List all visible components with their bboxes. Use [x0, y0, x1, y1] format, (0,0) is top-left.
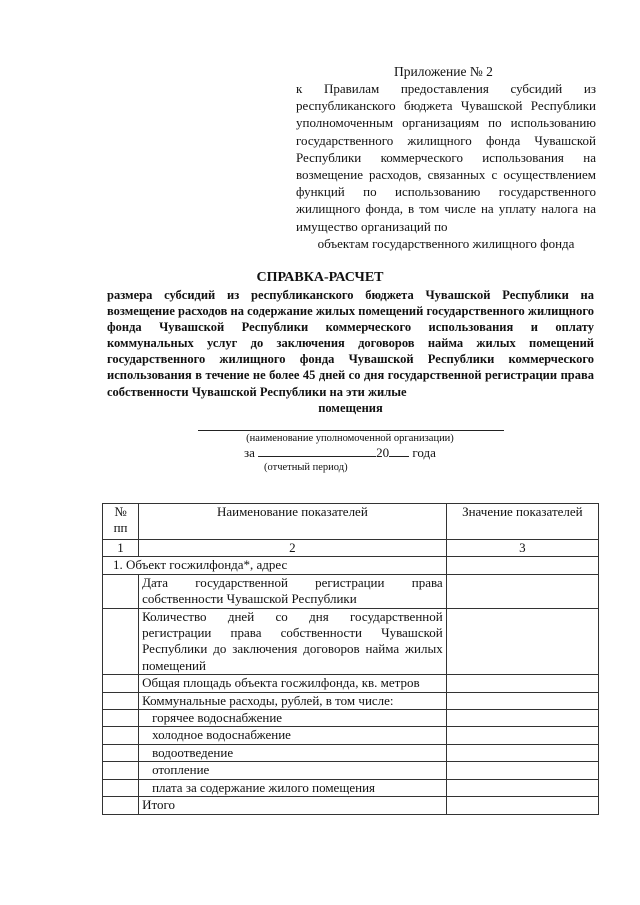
row-label: Дата государственной регистрации права собственности Чувашской Республики [142, 574, 443, 607]
row-label: Общая площадь объекта госжилфонда, кв. метров [142, 675, 420, 691]
value-cell[interactable] [446, 710, 598, 727]
section-row [103, 557, 599, 574]
value-cell[interactable] [446, 692, 598, 709]
row-label: отопление [139, 762, 447, 779]
row-label: водоотведение [139, 744, 447, 761]
period-prefix: за [244, 445, 255, 460]
colnum-3: 3 [446, 540, 598, 557]
appendix-heading: Приложение № 2 [394, 64, 493, 79]
row-label: плата за содержание жилого помещения [139, 779, 447, 796]
total-row [103, 797, 599, 814]
form-title: СПРАВКА-РАСЧЕТ [256, 270, 384, 285]
organization-name-line [198, 430, 504, 431]
table-row [103, 779, 599, 796]
row-label: горячее водоснабжение [139, 710, 447, 727]
organization-caption: (наименование уполномоченной организации) [246, 433, 454, 444]
row-label: холодное водоснабжение [139, 727, 447, 744]
table-row [103, 710, 599, 727]
form-subtitle [107, 287, 594, 416]
table-row [103, 608, 599, 675]
value-cell[interactable] [446, 727, 598, 744]
form-subtitle-main: размера субсидий из республиканского бюджета Чувашской Республики на возмещение расходов на содержание жилых помещений государственного жилищного фонда Чувашской Республики коммерческого использования и оплату коммунальных услуг до заключения договоров найма жилых помещений государственного жилищного фонда Чувашской Республики коммерческого использования в течение не более 45 дней со дня государственной регистрации права собственности Чувашской Республики на эти жилые [107, 288, 594, 399]
table-row [103, 727, 599, 744]
table-row [103, 675, 599, 692]
value-cell[interactable] [446, 797, 598, 814]
appendix-text [296, 80, 596, 252]
indicators-table [102, 503, 599, 815]
value-cell[interactable] [446, 744, 598, 761]
appendix-text-main: к Правилам предоставления субсидий из республиканского бюджета Чувашской Республики уполномоченным организациям по использованию государственного жилищного фонда Чувашской Республики коммерческого использования на возмещение расходов, связанных с осуществлением функций по использованию государственного жилищного фонда, в том числе на уплату налога на имущество организаций по [296, 81, 596, 234]
row-label: Коммунальные расходы, рублей, в том числе: [139, 692, 447, 709]
colnum-2: 2 [139, 540, 447, 557]
table-header-row [103, 504, 599, 540]
value-cell[interactable] [446, 557, 598, 574]
period-caption: (отчетный период) [264, 462, 348, 473]
value-cell[interactable] [446, 779, 598, 796]
total-label: Итого [139, 797, 447, 814]
column-numbers-row [103, 540, 599, 557]
section-title: 1. Объект госжилфонда*, адрес [103, 557, 447, 574]
table-row [103, 762, 599, 779]
period-year-prefix: 20 [376, 445, 390, 460]
value-cell[interactable] [446, 762, 598, 779]
form-subtitle-last: помещения [318, 400, 383, 415]
header-num: № пп [103, 504, 139, 540]
colnum-1: 1 [103, 540, 139, 557]
value-cell[interactable] [446, 675, 598, 692]
year-blank-line [389, 444, 409, 457]
value-cell[interactable] [446, 574, 598, 608]
header-name: Наименование показателей [139, 504, 447, 540]
table-row [103, 574, 599, 608]
reporting-period [244, 444, 436, 461]
value-cell[interactable] [446, 608, 598, 675]
header-value: Значение показателей [446, 504, 598, 540]
period-blank-line [258, 444, 376, 457]
table-row [103, 744, 599, 761]
row-label: Количество дней со дня государственной регистрации права собственности Чувашской Республики до заключения договоров найма жилых помещений [142, 608, 443, 673]
table-row [103, 692, 599, 709]
period-suffix: года [412, 445, 436, 460]
appendix-text-last: объектам государственного жилищного фонда [317, 235, 575, 251]
